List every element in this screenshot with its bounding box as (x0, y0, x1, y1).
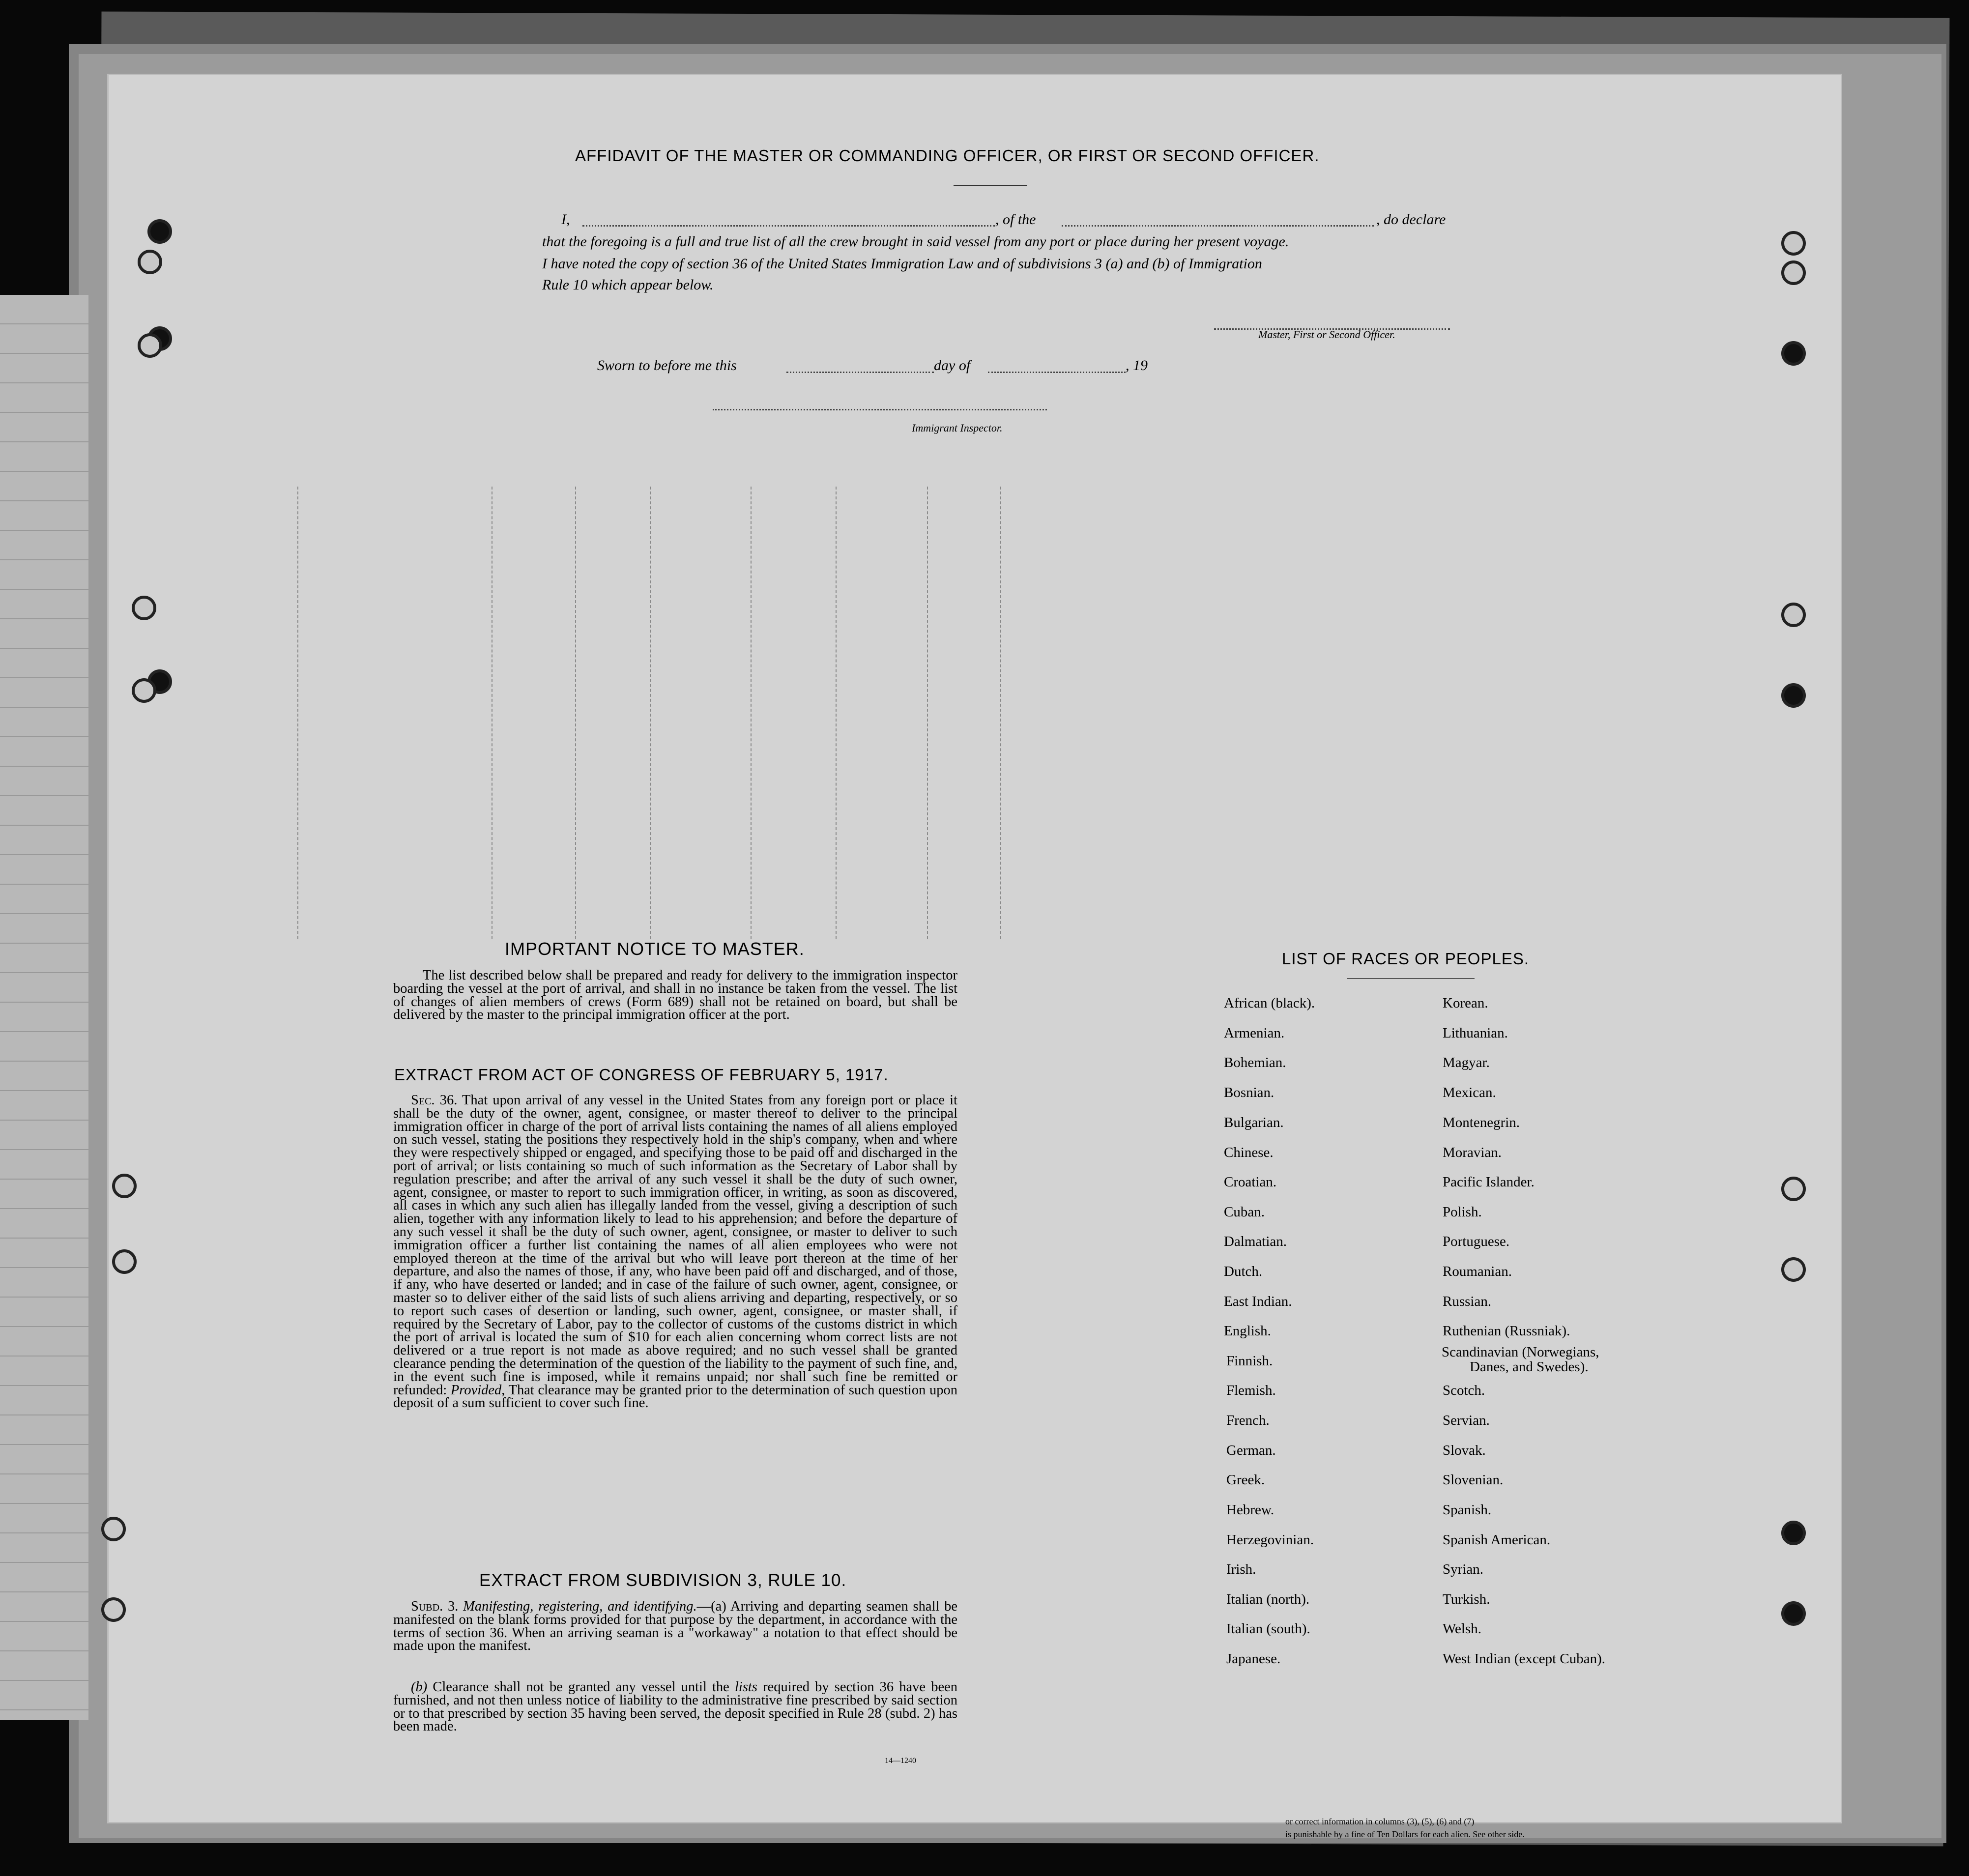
race-item: Cuban. (1224, 1204, 1265, 1220)
race-item: Moravian. (1443, 1145, 1502, 1160)
race-item: Mexican. (1443, 1085, 1496, 1100)
race-item: Italian (south). (1226, 1621, 1310, 1637)
act-body (393, 1094, 957, 1410)
officer-caption: Master, First or Second Officer. (1258, 328, 1395, 341)
vessel-name-field[interactable] (1062, 225, 1374, 227)
sworn-text: Sworn to before me this (597, 357, 737, 374)
affidavit-line-3: I have noted the copy of section 36 of the United States Immigration Law and of subdivisions 3 (a) and (b) of Immigration (542, 256, 1262, 272)
rule-subd-heading: Manifesting, registering, and identifying. (463, 1599, 697, 1614)
rule-subd-a (393, 1600, 957, 1653)
race-item: East Indian. (1224, 1294, 1292, 1309)
punch-hole (138, 250, 162, 274)
act-section-label: Sec. 36. (411, 1093, 458, 1108)
punch-hole (112, 1174, 137, 1198)
race-item: West Indian (except Cuban). (1443, 1651, 1606, 1667)
column-line (650, 487, 652, 939)
punch-hole (1781, 683, 1806, 708)
inspector-signature-field[interactable] (713, 409, 1047, 410)
punch-hole (1781, 341, 1806, 366)
act-title: EXTRACT FROM ACT OF CONGRESS OF FEBRUARY 5, 1917. (394, 1066, 889, 1084)
punch-hole (1781, 260, 1806, 285)
year-text: , 19 (1126, 357, 1148, 374)
punch-hole (1781, 231, 1806, 256)
race-item: Irish. (1226, 1561, 1256, 1577)
affidavit-title: AFFIDAVIT OF THE MASTER OR COMMANDING OFFICER, OR FIRST OR SECOND OFFICER. (575, 146, 1320, 165)
rule-title: EXTRACT FROM SUBDIVISION 3, RULE 10. (479, 1571, 847, 1590)
document-page (107, 74, 1842, 1823)
column-line (492, 487, 493, 939)
affidavit-i: I, (561, 211, 570, 228)
form-number: 14—1240 (885, 1757, 916, 1765)
act-body-text: That upon arrival of any vessel in the United States from any foreign port or place it shall be the duty of the owner, agent, consignee, or master thereof to deliver to the principal immigration officer in charge of the port of arrival lists containing the names of all aliens employed on such vessel, stating the positions they respectively hold in the ship's company, when and where they were respectively shipped or engaged, and specifying those to be paid off and discharged in the port of arrival; or lists containing so much of such information as the Secretary of Labor shall by regulation prescribe; and after the arrival of any such vessel it shall be the duty of such owner, agent, consignee, or master to report to such immigration officer, in writing, as soon as discovered, all cases in which any such alien has illegally landed from the vessel, giving a description of such alien, together with any information likely to lead to his apprehension; and before the departure of any such vessel it shall be the duty of such owner, agent, consignee, or master to deliver to such immigration officer a further list containing the names of all alien employees who were not employed thereon at the time of the arrival but who will leave port thereon at the time of her departure, and also the names of those, if any, who have been paid off and discharged, and of those, if any, who have deserted or landed; and in case of the failure of such owner, agent, consignee, or master so to deliver either of the said lists of such aliens arriving and departing, respectively, or so to report such cases of desertion or landing, such owner, agent, consignee, or master shall, if required by the Secretary of Labor, pay to the collector of customs of the customs district in which the port of arrival is located the sum of $10 for each alien concerning whom correct lists are not delivered or a true report is not made as above required; and no such vessel shall be granted clearance pending the determination of the question of the liability to the payment of such fine, and, in the event such fine is imposed, while it remains unpaid; nor shall such fine be remitted or refunded: (393, 1093, 957, 1398)
act-provided: Provided, (450, 1382, 505, 1398)
act-body-end: That clearance may be granted prior to the determination of such question upon deposit of a sum sufficient to cover such fine. (393, 1382, 957, 1411)
races-title: LIST OF RACES OR PEOPLES. (1282, 950, 1530, 968)
affidavit-line-2: that the foregoing is a full and true list of all the crew brought in said vessel from any port or place during her present voyage. (542, 233, 1289, 250)
day-of-text: day of (934, 357, 971, 374)
race-item: Magyar. (1443, 1055, 1490, 1070)
race-item: Slovak. (1443, 1443, 1486, 1458)
notice-title: IMPORTANT NOTICE TO MASTER. (505, 939, 805, 959)
column-line (751, 487, 753, 939)
rule-b-lists: lists (734, 1679, 757, 1695)
race-item: Spanish. (1443, 1502, 1492, 1518)
race-item: Pacific Islander. (1443, 1174, 1535, 1190)
affidavit-of-the: , of the (995, 211, 1036, 228)
notice-body: The list described below shall be prepared and ready for delivery to the immigration inspector boarding the vessel at the port of arrival, and shall in no instance be taken from the vessel. The list of changes of alien members of crews (Form 689) shall not be retained on board, but shall be delivered by the master to the principal immigration officer at the port. (393, 968, 957, 1023)
race-item: Montenegrin. (1443, 1115, 1520, 1130)
punch-hole (147, 219, 172, 244)
race-item: Servian. (1443, 1413, 1490, 1428)
race-item: Bulgarian. (1224, 1115, 1284, 1130)
race-item: Flemish. (1226, 1383, 1276, 1398)
punch-hole (1781, 1521, 1806, 1545)
rule-subd-label: Subd. 3. (411, 1599, 459, 1614)
race-item: Roumanian. (1443, 1264, 1512, 1279)
race-item: Greek. (1226, 1472, 1265, 1488)
race-item: Armenian. (1224, 1025, 1285, 1041)
race-item: Russian. (1443, 1294, 1492, 1309)
column-line (1000, 487, 1002, 939)
column-line (297, 487, 299, 939)
inspector-caption: Immigrant Inspector. (912, 422, 1003, 434)
rule-a-label: —(a) (696, 1599, 726, 1614)
race-item: French. (1226, 1413, 1270, 1428)
affidavit-line-4: Rule 10 which appear below. (542, 277, 714, 293)
sworn-day-field[interactable] (786, 372, 934, 373)
race-item: Slovenian. (1443, 1472, 1504, 1488)
column-line (927, 487, 929, 939)
title-rule (954, 185, 1027, 186)
punch-hole (1781, 603, 1806, 627)
race-item: Scotch. (1443, 1383, 1485, 1398)
race-item: Welsh. (1443, 1621, 1482, 1637)
race-item: Korean. (1443, 995, 1488, 1011)
race-item: Spanish American. (1443, 1532, 1551, 1548)
ledger-edge (0, 295, 88, 1720)
race-item: Turkish. (1443, 1591, 1490, 1607)
race-item: Dalmatian. (1224, 1234, 1287, 1249)
race-item: English. (1224, 1323, 1271, 1339)
column-line (575, 487, 577, 939)
sworn-month-field[interactable] (988, 372, 1126, 373)
affidavit-declare: , do declare (1376, 211, 1446, 228)
race-item: African (black). (1224, 995, 1315, 1011)
race-item: Lithuanian. (1443, 1025, 1508, 1041)
punch-hole (132, 678, 156, 703)
race-item: Polish. (1443, 1204, 1482, 1220)
rule-b-label: (b) (411, 1679, 428, 1695)
race-item: Hebrew. (1226, 1502, 1274, 1518)
race-item: Ruthenian (Russniak). (1443, 1323, 1570, 1339)
punch-hole (101, 1517, 126, 1541)
race-item: Dutch. (1224, 1264, 1263, 1279)
rule-subd-b (393, 1681, 957, 1733)
race-item: Finnish. (1226, 1353, 1273, 1369)
rule-a-body: Arriving and departing seamen shall be manifested on the blank forms provided for that purpose by the department, in accordance with the terms of section 36. When an arriving seaman is a "workaway" a notation to that effect should be made upon the manifest. (393, 1599, 957, 1654)
rule-b-body-2: required by section 36 have been furnished, and not then unless notice of liability to the administrative fine prescribed by said section or to that prescribed by section 35 having been served, the deposit specified in Rule 28 (subd. 2) has been made. (393, 1679, 958, 1734)
punch-hole (1781, 1177, 1806, 1201)
punch-hole (138, 333, 162, 358)
race-item: German. (1226, 1443, 1276, 1458)
column-line (836, 487, 838, 939)
rule-b-body-1: Clearance shall not be granted any vessel until the (433, 1679, 729, 1695)
punch-hole (101, 1597, 126, 1622)
race-item: Croatian. (1224, 1174, 1277, 1190)
punch-hole (132, 596, 156, 620)
punch-hole (1781, 1257, 1806, 1282)
race-item: Bosnian. (1224, 1085, 1274, 1100)
race-item: Italian (north). (1226, 1591, 1310, 1607)
footer-line-2: is punishable by a fine of Ten Dollars for each alien. See other side. (1285, 1829, 1525, 1839)
race-item: Chinese. (1224, 1145, 1274, 1160)
races-title-rule (1347, 978, 1475, 979)
master-name-field[interactable] (582, 225, 995, 227)
race-item: Herzegovinian. (1226, 1532, 1314, 1548)
race-item: Scandinavian (Norwegians, (1442, 1344, 1599, 1360)
race-item: Syrian. (1443, 1561, 1483, 1577)
footer-line-1: or correct information in columns (3), (5), (6) and (7) (1285, 1817, 1475, 1826)
race-item: Bohemian. (1224, 1055, 1286, 1070)
race-item: Japanese. (1226, 1651, 1281, 1667)
punch-hole (112, 1249, 137, 1274)
race-item: Portuguese. (1443, 1234, 1510, 1249)
punch-hole (1781, 1601, 1806, 1626)
race-item-continuation: Danes, and Swedes). (1470, 1359, 1589, 1375)
